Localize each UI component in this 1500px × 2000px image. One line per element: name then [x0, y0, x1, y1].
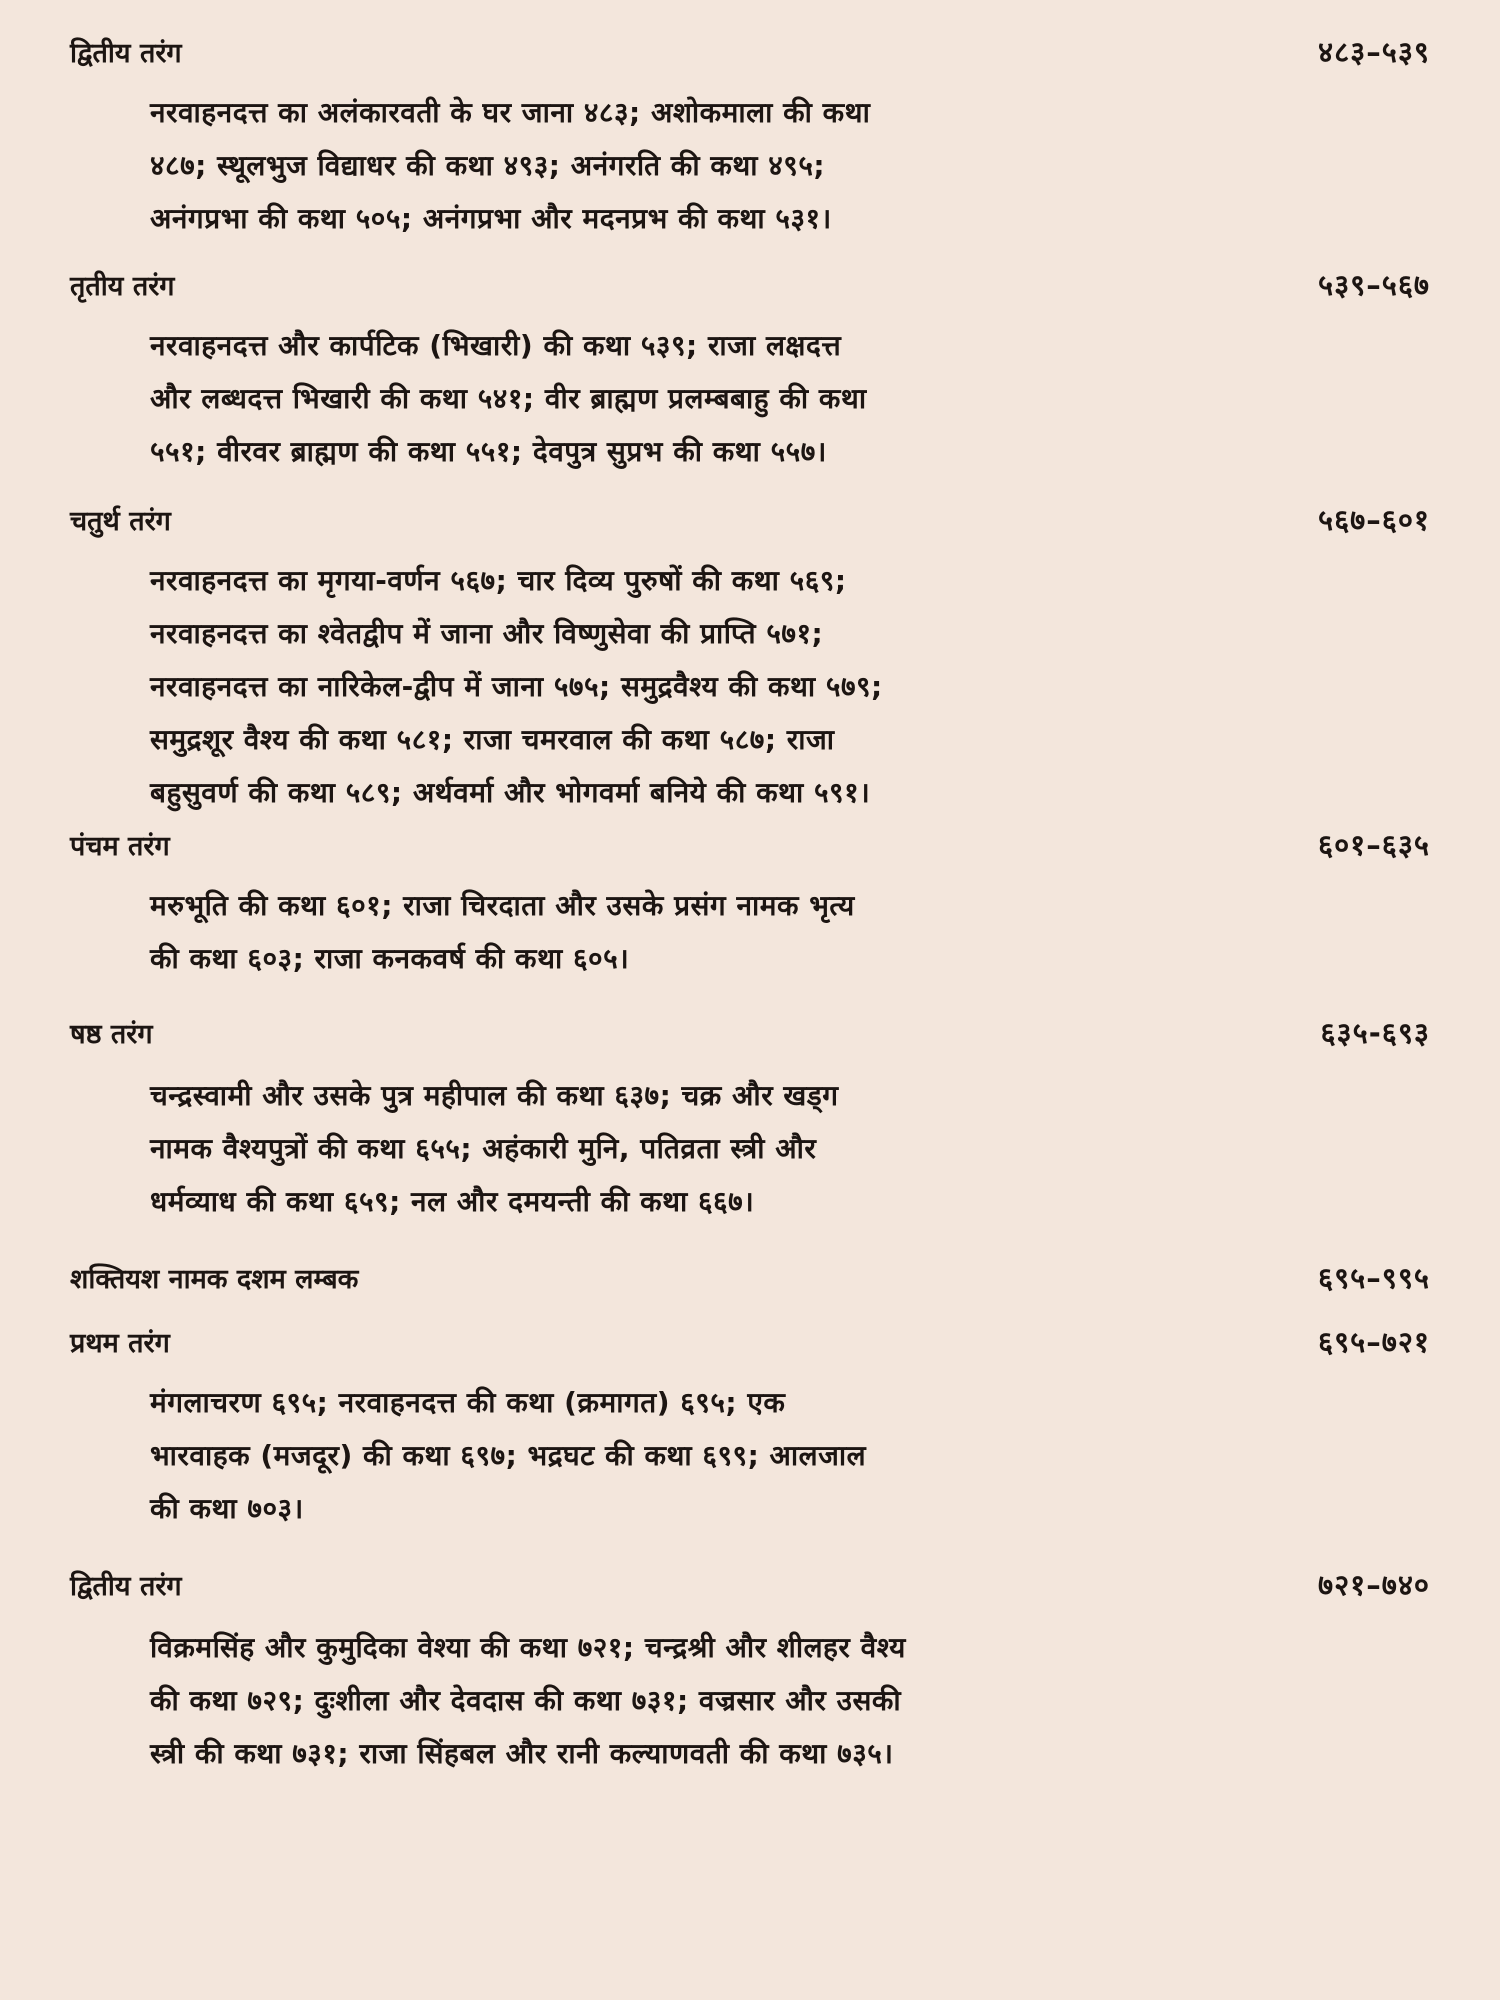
section-body: [70, 879, 1430, 985]
section-chaturth-tarang: [70, 500, 1430, 819]
section-body: [70, 1621, 1430, 1780]
page-range: ५६७–६०१: [1318, 503, 1430, 537]
section-dvitiya-tarang-1: [70, 32, 1430, 245]
text-line: नरवाहनदत्त का नारिकेल-द्वीप में जाना ५७५; समुद्रवैश्य की कथा ५७९;: [150, 670, 883, 703]
text-line: चन्द्रस्वामी और उसके पुत्र महीपाल की कथा ६३७; चक्र और खड्ग: [150, 1079, 839, 1112]
text-line: नरवाहनदत्त का मृगया-वर्णन ५६७; चार दिव्य पुरुषों की कथा ५६९;: [150, 564, 847, 597]
text-line: धर्मव्याध की कथा ६५९; नल और दमयन्ती की कथा ६६७।: [150, 1185, 755, 1218]
section-dvitiya-tarang-2: [70, 1565, 1430, 1780]
section-title: पंचम तरंग: [70, 831, 170, 862]
text-line: नरवाहनदत्त का श्वेतद्वीप में जाना और विष्णुसेवा की प्राप्ति ५७१;: [150, 617, 824, 650]
page-range: ६९५–७२१: [1318, 1325, 1430, 1359]
text-line: नामक वैश्यपुत्रों की कथा ६५५; अहंकारी मुनि, पतिव्रता स्त्री और: [150, 1132, 817, 1165]
text-line: नरवाहनदत्त का अलंकारवती के घर जाना ४८३; अशोकमाला की कथा: [150, 96, 871, 129]
text-line: भारवाहक (मजदूर) की कथा ६९७; भद्रघट की कथा ६९९; आलजाल: [150, 1439, 867, 1472]
section-body: [70, 1376, 1430, 1535]
page-range: ४८३–५३९: [1318, 35, 1430, 69]
section-heading: [70, 32, 1430, 74]
text-line: स्त्री की कथा ७३१; राजा सिंहबल और रानी कल्याणवती की कथा ७३५।: [150, 1737, 894, 1770]
text-line: ४८७; स्थूलभुज विद्याधर की कथा ४९३; अनंगरति की कथा ४९५;: [150, 149, 826, 182]
section-heading: [70, 1565, 1430, 1607]
text-line: बहुसुवर्ण की कथा ५८९; अर्थवर्मा और भोगवर्मा बनिये की कथा ५९१।: [150, 776, 871, 809]
section-heading: [70, 500, 1430, 542]
page-range: ७२१–७४०: [1318, 1568, 1430, 1602]
text-line: अनंगप्रभा की कथा ५०५; अनंगप्रभा और मदनप्रभ की कथा ५३१।: [150, 202, 832, 235]
section-body: [70, 554, 1430, 819]
text-line: की कथा ६०३; राजा कनकवर्ष की कथा ६०५।: [150, 942, 630, 975]
text-line: और लब्धदत्त भिखारी की कथा ५४१; वीर ब्राह्मण प्रलम्बबाहु की कथा: [150, 382, 867, 415]
section-pancham-tarang: [70, 825, 1430, 985]
text-line: ५५१; वीरवर ब्राह्मण की कथा ५५१; देवपुत्र सुप्रभ की कथा ५५७।: [150, 435, 827, 468]
section-title: द्वितीय तरंग: [70, 1571, 182, 1602]
section-heading: [70, 1013, 1430, 1055]
text-line: विक्रमसिंह और कुमुदिका वेश्या की कथा ७२१; चन्द्रश्री और शीलहर वैश्य: [150, 1631, 906, 1664]
page-range: ६९५–९९५: [1318, 1261, 1430, 1295]
section-title: षष्ठ तरंग: [70, 1019, 153, 1050]
section-shashth-tarang: [70, 1013, 1430, 1228]
section-title: द्वितीय तरंग: [70, 38, 182, 69]
text-line: की कथा ७२९; दुःशीला और देवदास की कथा ७३१; वज्रसार और उसकी: [150, 1684, 902, 1717]
section-tritiya-tarang: [70, 265, 1430, 478]
section-title: तृतीय तरंग: [70, 271, 175, 302]
lambak-heading: [70, 1258, 1430, 1300]
text-line: मंगलाचरण ६९५; नरवाहनदत्त की कथा (क्रमागत) ६९५; एक: [150, 1386, 786, 1419]
text-line: की कथा ७०३।: [150, 1492, 304, 1525]
page-range: ५३९–५६७: [1318, 268, 1430, 302]
section-title: शक्तियश नामक दशम लम्बक: [70, 1264, 359, 1295]
text-line: नरवाहनदत्त और कार्पटिक (भिखारी) की कथा ५३९; राजा लक्षदत्त: [150, 329, 842, 362]
section-body: [70, 1069, 1430, 1228]
section-title: प्रथम तरंग: [70, 1328, 170, 1359]
page-range: ६०१–६३५: [1318, 828, 1430, 862]
section-body: [70, 319, 1430, 478]
section-dasham-lambak: [70, 1258, 1430, 1300]
section-pratham-tarang: [70, 1322, 1430, 1535]
section-body: [70, 86, 1430, 245]
section-heading: [70, 825, 1430, 867]
section-heading: [70, 1322, 1430, 1364]
text-line: समुद्रशूर वैश्य की कथा ५८१; राजा चमरवाल की कथा ५८७; राजा: [150, 723, 835, 756]
page-range: ६३५-६९३: [1320, 1016, 1430, 1050]
section-heading: [70, 265, 1430, 307]
section-title: चतुर्थ तरंग: [70, 506, 171, 537]
text-line: मरुभूति की कथा ६०१; राजा चिरदाता और उसके प्रसंग नामक भृत्य: [150, 889, 855, 922]
